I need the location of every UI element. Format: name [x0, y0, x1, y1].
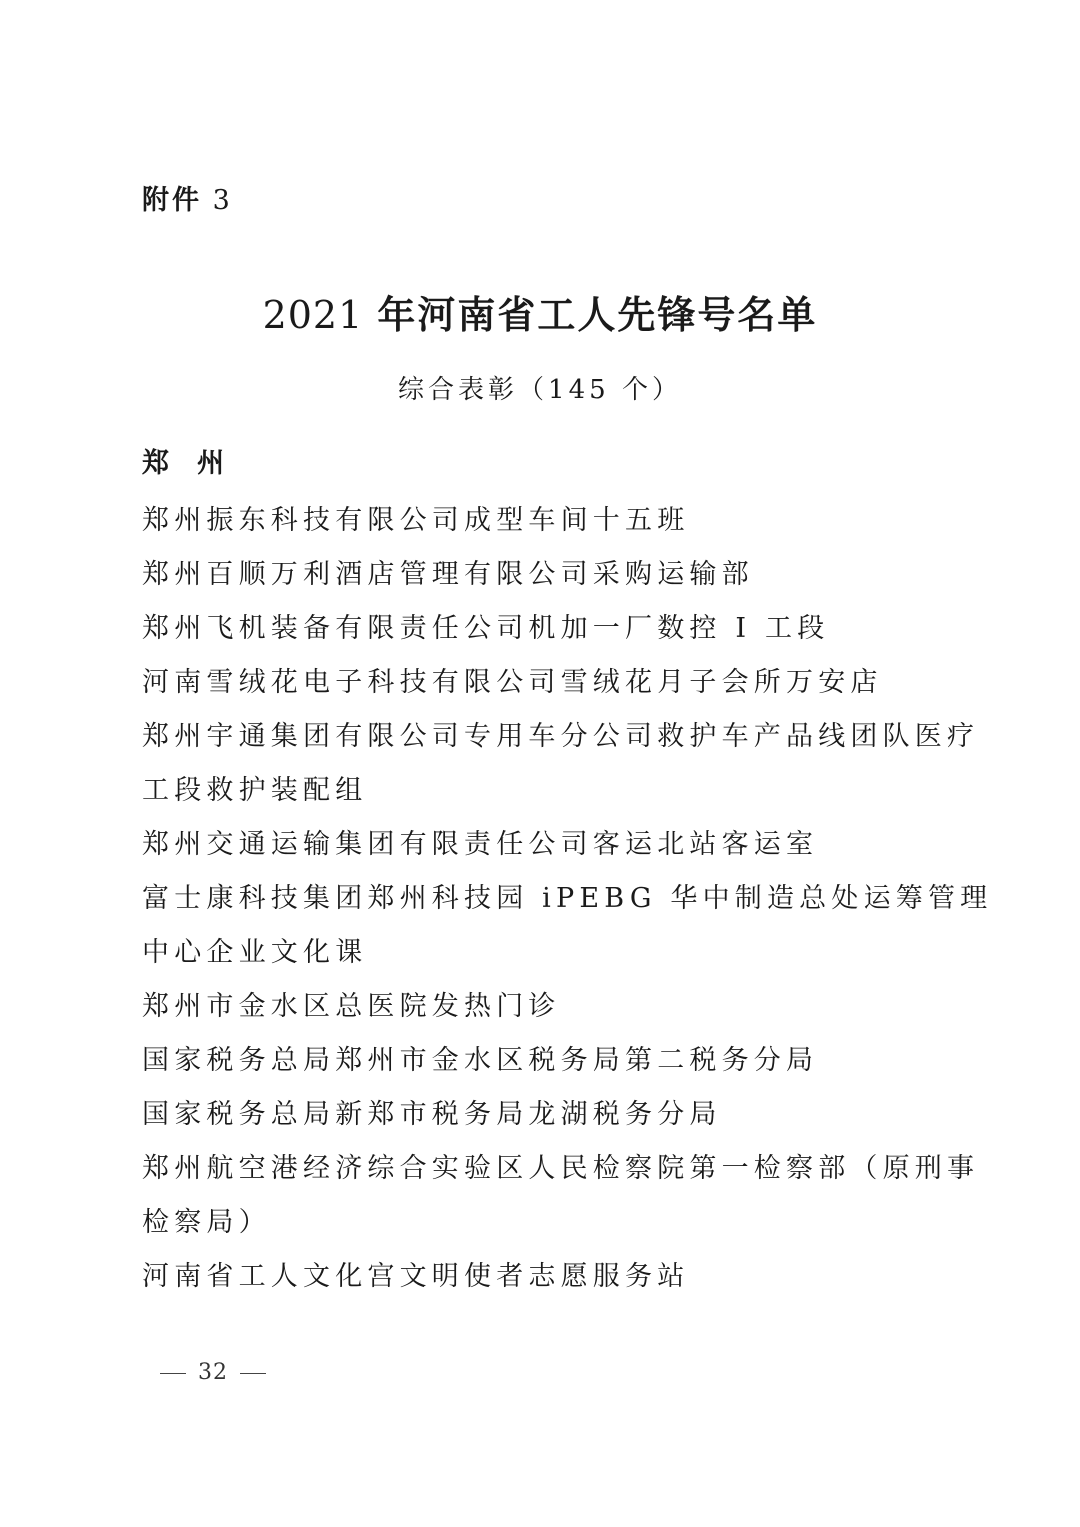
list-item — [142, 1034, 942, 1088]
list-item-line: 国家税务总局郑州市金水区税务局第二税务分局 — [142, 1045, 819, 1076]
list-item-line: 郑州市金水区总医院发热门诊 — [142, 991, 561, 1022]
list-item-line: 国家税务总局新郑市税务局龙湖税务分局 — [142, 1099, 722, 1130]
title-main: 年河南省工人先锋号名单 — [377, 293, 818, 337]
list-item-line: 富士康科技集团郑州科技园 iPEBG 华中制造总处运筹管理 — [142, 883, 993, 914]
list-item — [142, 602, 942, 656]
attachment-number: 3 — [212, 185, 232, 216]
dash-left — [160, 1373, 186, 1374]
list-item — [142, 1250, 942, 1304]
list-item — [142, 872, 993, 980]
attachment-label-text: 附件 — [142, 185, 202, 216]
list-item-continuation: 工段救护装配组 — [142, 775, 368, 806]
list-item-line: 郑州振东科技有限公司成型车间十五班 — [142, 505, 690, 536]
page-title — [0, 288, 1080, 342]
list-item — [142, 1088, 942, 1142]
list-item-continuation: 中心企业文化课 — [142, 937, 368, 968]
list-item-continuation: 检察局） — [142, 1207, 271, 1238]
title-year: 2021 — [262, 293, 364, 337]
region-heading: 郑州 — [142, 448, 252, 479]
list-item — [142, 710, 980, 818]
list-item — [142, 818, 942, 872]
list-item-line: 郑州航空港经济综合实验区人民检察院第一检察部（原刑事 — [142, 1153, 980, 1184]
section-subtitle: 综合表彰（145 个） — [398, 375, 682, 405]
list-item-line: 河南省工人文化宫文明使者志愿服务站 — [142, 1261, 690, 1292]
list-item — [142, 1142, 980, 1250]
list-item-line: 郑州飞机装备有限责任公司机加一厂数控 I 工段 — [142, 613, 830, 644]
list-item-line: 郑州宇通集团有限公司专用车分公司救护车产品线团队医疗 — [142, 721, 980, 752]
dash-right — [240, 1373, 266, 1374]
list-item — [142, 494, 942, 548]
list-item — [142, 656, 942, 710]
list-item — [142, 980, 942, 1034]
list-item — [142, 548, 942, 602]
attachment-label — [142, 181, 232, 221]
page-number: 32 — [198, 1360, 228, 1385]
honoree-list — [142, 494, 993, 1304]
list-item-line: 郑州百顺万利酒店管理有限公司采购运输部 — [142, 559, 754, 590]
list-item-line: 河南雪绒花电子科技有限公司雪绒花月子会所万安店 — [142, 667, 883, 698]
page-footer — [148, 1356, 278, 1390]
list-item-line: 郑州交通运输集团有限责任公司客运北站客运室 — [142, 829, 819, 860]
